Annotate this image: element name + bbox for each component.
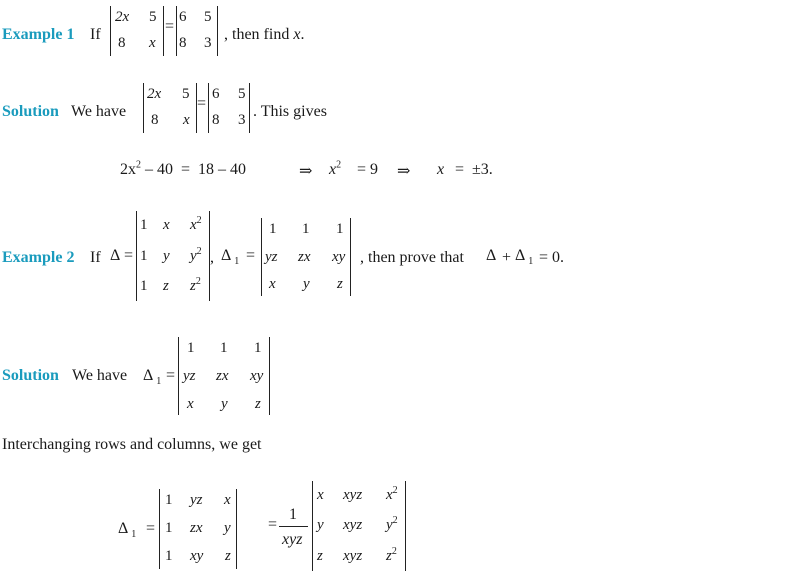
det-cell: 3 — [204, 35, 212, 51]
interchange-text: Interchanging rows and columns, we get — [2, 436, 262, 453]
delta-1-symbol: Δ $_1$ — [515, 247, 534, 268]
delta-1-symbol: Δ $_1$ — [118, 520, 137, 541]
solution-label: Solution — [2, 103, 59, 120]
det-cell: $y^2$ — [190, 246, 202, 264]
fraction-numerator: 1 — [289, 506, 297, 523]
det-cell: 1 — [187, 340, 195, 356]
equation-x: x — [437, 161, 445, 178]
det-cell: $z^2$ — [386, 546, 397, 564]
det-cell: xy — [332, 249, 346, 265]
det-cell: x — [149, 35, 156, 51]
equals-sign: = — [246, 247, 256, 264]
det-cell: y — [317, 517, 324, 533]
det-cell: 1 — [269, 221, 277, 237]
det-cell: 1 — [336, 221, 344, 237]
example-1-label: Example 1 — [2, 26, 75, 43]
det-cell: 1 — [140, 278, 148, 294]
det-cell: 6 — [212, 86, 220, 102]
det-cell: 3 — [238, 112, 246, 128]
equation-left: $2x^2 - 40 = 18 - 40$ — [120, 159, 247, 178]
implies-arrow-1: ⇒ — [299, 163, 313, 180]
equals-sign: = — [166, 367, 176, 384]
det-cell: xyz — [343, 517, 363, 533]
det-cell: z — [163, 278, 169, 294]
final-determinant-right — [312, 481, 406, 571]
det-cell: z — [255, 396, 261, 412]
det-cell: 2x — [115, 9, 130, 25]
we-have-text: We have — [72, 367, 128, 384]
det-cell: x — [163, 217, 170, 233]
det-cell: yz — [265, 249, 278, 265]
det-cell: 8 — [212, 112, 220, 128]
det-cell: y — [303, 276, 310, 292]
det-cell: x — [183, 112, 190, 128]
det-cell: 8 — [151, 112, 159, 128]
if-text: If — [90, 249, 101, 266]
det-cell: 2x — [147, 86, 162, 102]
plus-sign: + — [502, 249, 512, 266]
equals-sign: = — [165, 18, 175, 35]
solution-label: Solution — [2, 367, 59, 384]
delta-1-symbol: Δ $_1$ — [143, 367, 162, 388]
det-cell: z — [317, 548, 323, 564]
det-cell: 1 — [220, 340, 228, 356]
det-cell: xy — [250, 368, 264, 384]
det-cell: 5 — [149, 9, 157, 25]
det-cell: x — [224, 492, 231, 508]
det-cell: x — [187, 396, 194, 412]
det-cell: 1 — [140, 217, 148, 233]
det-cell: z — [225, 548, 231, 564]
det-cell: 5 — [204, 9, 212, 25]
example-2-label: Example 2 — [2, 249, 75, 266]
det-cell: yz — [190, 492, 203, 508]
ex2-determinant-left — [136, 211, 210, 301]
det-cell: zx — [216, 368, 229, 384]
delta-symbol: Δ — [486, 247, 497, 264]
det-cell: $y^2$ — [386, 515, 398, 533]
det-cell: 8 — [179, 35, 187, 51]
ex1-determinant-left — [110, 6, 164, 56]
det-cell: 1 — [165, 520, 173, 536]
equals-sign: = — [197, 95, 207, 112]
fraction-denominator: xyz — [282, 531, 303, 548]
det-cell: y — [163, 248, 170, 264]
sol1-tail: . This gives — [253, 103, 327, 120]
equation-mid: = 9 — [357, 161, 379, 178]
det-cell: x — [269, 276, 276, 292]
det-cell: xyz — [343, 548, 363, 564]
det-cell: 5 — [238, 86, 246, 102]
det-cell: xy — [190, 548, 204, 564]
if-text: If — [90, 26, 101, 43]
delta-symbol: Δ — [110, 247, 121, 264]
det-cell: 8 — [118, 35, 126, 51]
det-cell: 1 — [302, 221, 310, 237]
equals-sign: = — [146, 520, 156, 537]
det-cell: y — [221, 396, 228, 412]
we-have-text: We have — [71, 103, 127, 120]
equals-sign: = — [124, 247, 134, 264]
det-cell: xyz — [343, 487, 363, 503]
det-cell: 1 — [254, 340, 262, 356]
det-cell: $z^2$ — [190, 276, 201, 294]
ex1-tail: , then find x. — [224, 26, 305, 43]
det-cell: zx — [298, 249, 311, 265]
final-determinant-left — [159, 489, 237, 569]
det-cell: x — [317, 487, 324, 503]
sol1-determinant-left — [143, 83, 197, 133]
det-cell: y — [224, 520, 231, 536]
det-cell: $x^2$ — [386, 485, 398, 503]
comma: , — [210, 249, 214, 266]
fraction-bar — [279, 526, 308, 527]
delta-1-symbol: Δ $_1$ — [221, 247, 240, 268]
equation-result: = ±3. — [455, 161, 493, 178]
ex2-end: = 0. — [539, 249, 565, 266]
det-cell: yz — [183, 368, 196, 384]
ex2-tail: , then prove that — [360, 249, 464, 266]
det-cell: 1 — [165, 548, 173, 564]
det-cell: 6 — [179, 9, 187, 25]
implies-arrow-2: ⇒ — [397, 163, 411, 180]
det-cell: 1 — [165, 492, 173, 508]
sol2-determinant — [178, 337, 270, 415]
ex1-determinant-right — [176, 6, 218, 56]
equals-sign: = — [268, 516, 278, 533]
det-cell: 1 — [140, 248, 148, 264]
det-cell: 5 — [182, 86, 190, 102]
equation-x-squared: $x^2$ — [329, 159, 342, 178]
det-cell: z — [337, 276, 343, 292]
det-cell: zx — [190, 520, 203, 536]
det-cell: $x^2$ — [190, 215, 202, 233]
sol1-determinant-right — [208, 83, 250, 133]
ex2-determinant-right — [261, 218, 351, 296]
